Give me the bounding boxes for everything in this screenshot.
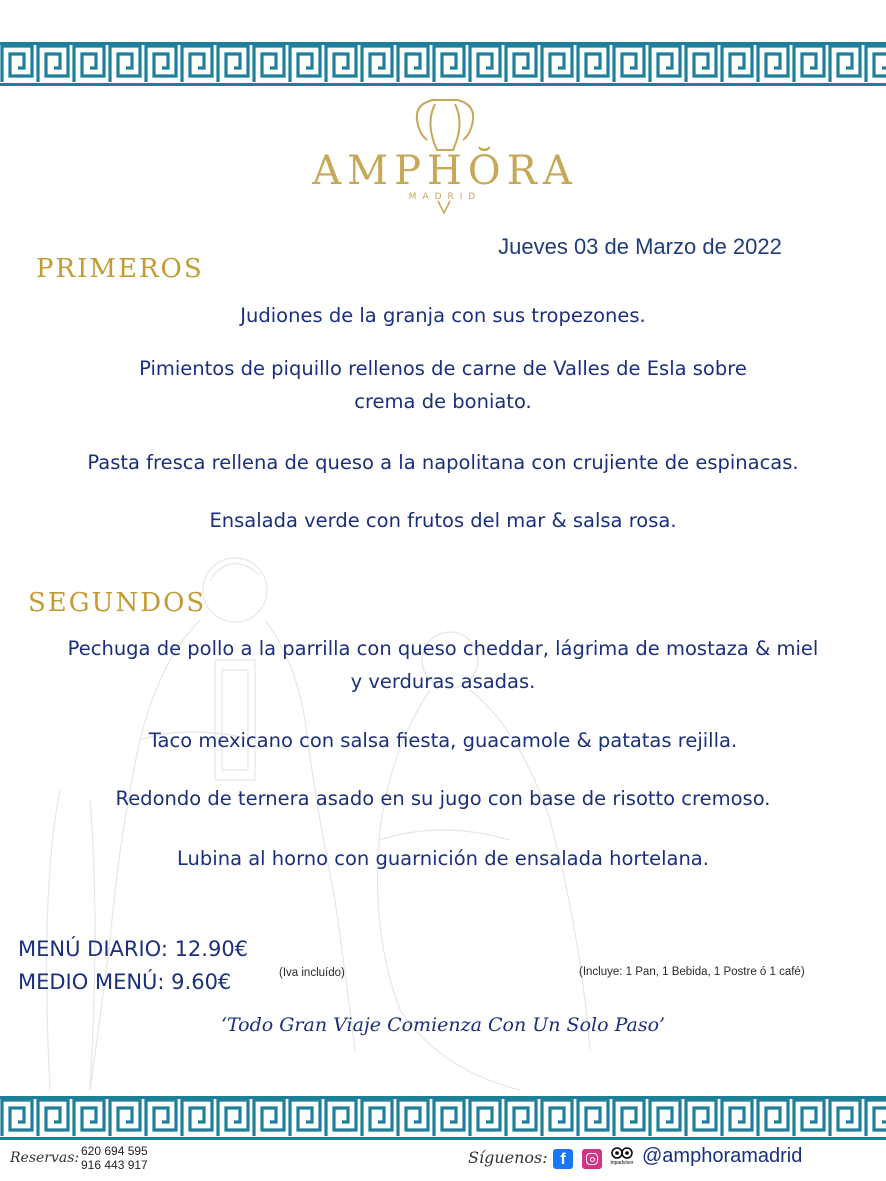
instagram-icon[interactable] [582, 1149, 602, 1169]
menu-diario-price: MENÚ DIARIO: 12.90€ [18, 937, 249, 961]
primero-dish-1: Judiones de la granja con sus tropezones. [240, 304, 646, 327]
closing-quote: ‘Todo Gran Viaje Comienza Con Un Solo Paso’ [220, 1014, 666, 1036]
facebook-icon[interactable]: f [553, 1149, 573, 1169]
tripadvisor-icon[interactable] [609, 1146, 635, 1168]
phone-numbers [81, 1144, 148, 1172]
primero-dish-4: Ensalada verde con frutos del mar & salsa rosa. [209, 509, 677, 532]
phone-number-2[interactable]: 916 443 917 [81, 1158, 148, 1172]
siguenos-label: Síguenos: [468, 1148, 548, 1167]
social-handle[interactable]: @amphoramadrid [642, 1145, 803, 1167]
iva-note: (Iva incluído) [279, 967, 345, 979]
amphora-icon [405, 96, 485, 154]
logo-subtitle: MADRID [408, 192, 482, 202]
primeros-heading: PRIMEROS [36, 254, 204, 284]
primero-dish-2-line-2: crema de boniato. [354, 390, 532, 413]
tripadvisor-label: tripadvisor [610, 1160, 634, 1166]
amphora-logo [310, 96, 580, 214]
logo-wordmark: AMPHŎRA [312, 148, 578, 194]
segundo-dish-3: Redondo de ternera asado en su jugo con base de risotto cremoso. [115, 787, 771, 810]
includes-note: (Incluye: 1 Pan, 1 Bebida, 1 Postre ó 1 café) [579, 966, 805, 978]
reservas-label: Reservas: [10, 1150, 80, 1166]
logo-v-mark [436, 200, 452, 214]
greek-key-border-bottom [0, 1096, 886, 1140]
segundo-dish-2: Taco mexicano con salsa fiesta, guacamole & patatas rejilla. [148, 729, 738, 752]
greek-key-border-top [0, 42, 886, 86]
primero-dish-2-line-1: Pimientos de piquillo rellenos de carne de Valles de Esla sobre [139, 357, 747, 380]
segundo-dish-1-line-1: Pechuga de pollo a la parrilla con queso cheddar, lágrima de mostaza & miel [67, 637, 819, 660]
primero-dish-3: Pasta fresca rellena de queso a la napolitana con crujiente de espinacas. [87, 451, 799, 474]
phone-number-1[interactable]: 620 694 595 [81, 1144, 148, 1158]
segundos-heading: SEGUNDOS [28, 588, 207, 618]
segundo-dish-1-line-2: y verduras asadas. [350, 670, 536, 693]
segundo-dish-4: Lubina al horno con guarnición de ensalada hortelana. [177, 847, 709, 870]
menu-date: Jueves 03 de Marzo de 2022 [498, 234, 782, 259]
tripadvisor-owl-icon [609, 1146, 635, 1160]
medio-menu-price: MEDIO MENÚ: 9.60€ [18, 970, 232, 994]
